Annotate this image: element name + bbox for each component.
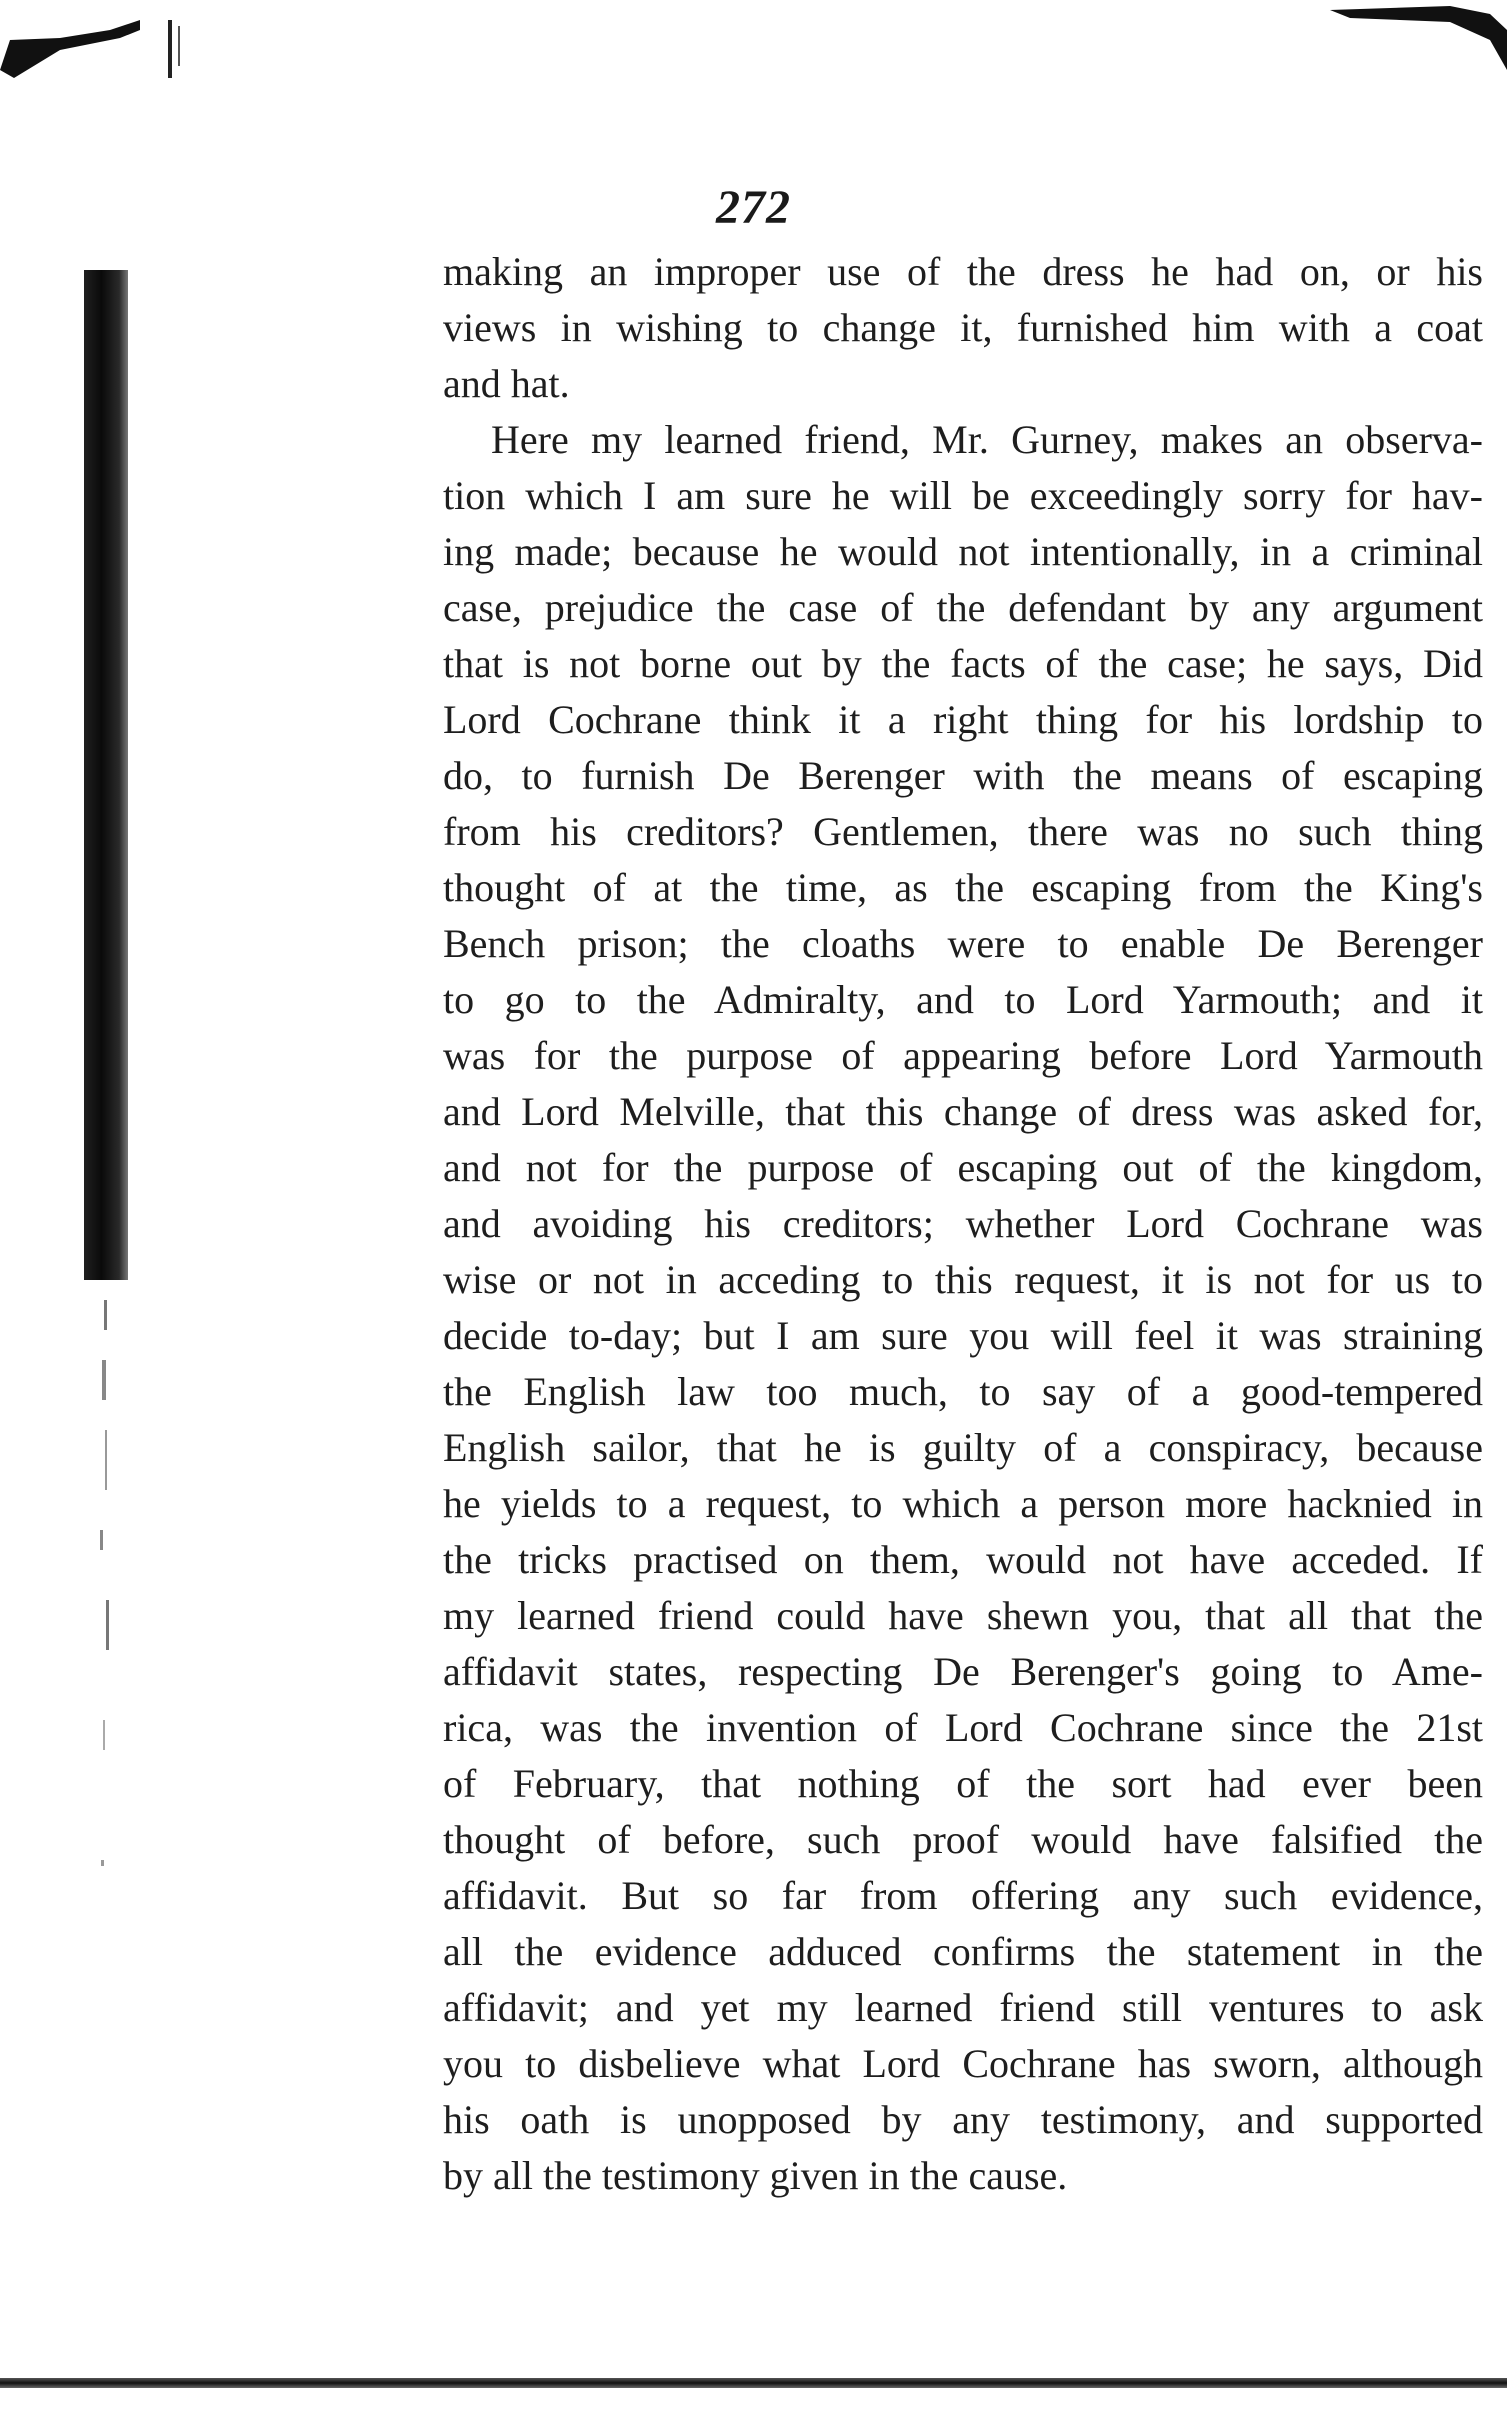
text-line: Bench prison; the cloaths were to enable De Berenger [443, 921, 1483, 966]
scan-corner-mark-top-right [1330, 0, 1507, 70]
text-line: that is not borne out by the facts of the case; he says, Did [443, 641, 1483, 686]
text-line: making an improper use of the dress he had on, or his [443, 249, 1483, 294]
text-line: decide to-day; but I am sure you will feel it was straining [443, 1313, 1483, 1358]
text-line: and Lord Melville, that this change of dress was asked for, [443, 1089, 1483, 1134]
text-line: the tricks practised on them, would not have acceded. If [443, 1537, 1483, 1582]
text-line: he yields to a request, to which a person more hacknied in [443, 1481, 1483, 1526]
text-line: by all the testimony given in the cause. [443, 2153, 1068, 2198]
text-line: thought of at the time, as the escaping from the King's [443, 865, 1483, 910]
text-line: and hat. [443, 361, 570, 406]
text-line: and avoiding his creditors; whether Lord Cochrane was [443, 1201, 1483, 1246]
text-line: was for the purpose of appearing before Lord Yarmouth [443, 1033, 1483, 1078]
text-line: affidavit. But so far from offering any such evidence, [443, 1873, 1483, 1918]
body-text [443, 244, 1483, 2204]
text-line: Lord Cochrane think it a right thing for his lordship to [443, 697, 1483, 742]
text-line: wise or not in acceding to this request, it is not for us to [443, 1257, 1483, 1302]
text-line: all the evidence adduced confirms the statement in the [443, 1929, 1483, 1974]
text-line: case, prejudice the case of the defendant by any argument [443, 585, 1483, 630]
text-line: to go to the Admiralty, and to Lord Yarmouth; and it [443, 977, 1483, 1022]
text-line: affidavit; and yet my learned friend still ventures to ask [443, 1985, 1483, 2030]
scan-bottom-edge [0, 2378, 1507, 2388]
text-line: the English law too much, to say of a good-tempered [443, 1369, 1483, 1414]
text-line: his oath is unopposed by any testimony, and supported [443, 2097, 1483, 2142]
text-line: Here my learned friend, Mr. Gurney, makes an observa- [491, 417, 1483, 462]
text-line: you to disbelieve what Lord Cochrane has sworn, although [443, 2041, 1483, 2086]
scan-corner-mark-top-left [0, 0, 210, 80]
text-line: my learned friend could have shewn you, that all that the [443, 1593, 1483, 1638]
text-line: and not for the purpose of escaping out of the kingdom, [443, 1145, 1483, 1190]
text-line: thought of before, such proof would have falsified the [443, 1817, 1483, 1862]
text-line: ing made; because he would not intentionally, in a criminal [443, 529, 1483, 574]
scan-edge-speckles [96, 1300, 116, 2200]
text-line: English sailor, that he is guilty of a conspiracy, because [443, 1425, 1483, 1470]
text-line: views in wishing to change it, furnished him with a coat [443, 305, 1483, 350]
text-line: rica, was the invention of Lord Cochrane since the 21st [443, 1705, 1483, 1750]
text-line: from his creditors? Gentlemen, there was no such thing [443, 809, 1483, 854]
page-number: 272 [716, 181, 791, 234]
text-line: do, to furnish De Berenger with the means of escaping [443, 753, 1483, 798]
text-line: tion which I am sure he will be exceedingly sorry for hav- [443, 473, 1483, 518]
text-line: of February, that nothing of the sort had ever been [443, 1761, 1483, 1806]
text-line: affidavit states, respecting De Berenger's going to Ame- [443, 1649, 1483, 1694]
scan-binding-shadow [84, 270, 128, 1280]
